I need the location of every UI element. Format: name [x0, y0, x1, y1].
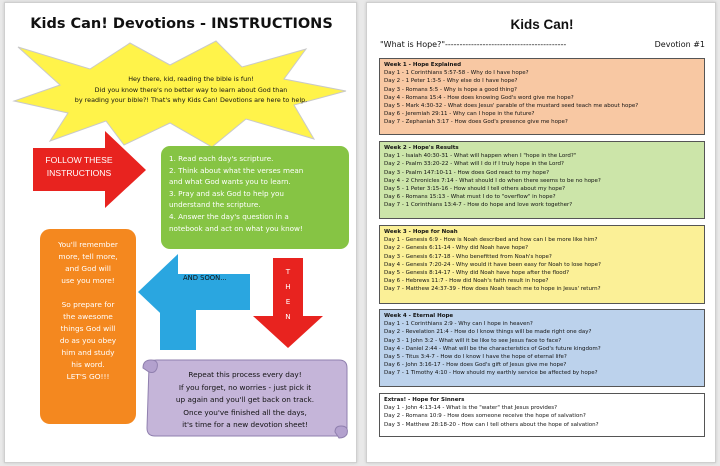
- follow-line: INSTRUCTIONS: [46, 168, 112, 178]
- step-line: notebook and act on what you know!: [169, 223, 303, 233]
- day-item: Day 3 - Psalm 147:10-11 - How does God react to my hope?: [384, 169, 550, 176]
- encouragement-para: [45, 299, 131, 383]
- day-item: Day 1 - 1 Corinthians 5:57-58 - Why do I have hope?: [384, 70, 529, 77]
- step-line: 2. Think about what the verses mean: [169, 165, 304, 175]
- enc-line: do as you obey: [59, 336, 117, 345]
- encouragement-box: [40, 229, 136, 424]
- day-item: Day 1 - John 4:13-14 - What is the "water" that Jesus provides?: [384, 405, 558, 412]
- page-title: Kids Can! Devotions - INSTRUCTIONS: [30, 16, 333, 32]
- day-item: Day 4 - Genesis 7:20-24 - Why would it have been easy for Noah to lose hope?: [384, 261, 601, 268]
- day-item: Day 5 - Titus 3:4-7 - How do I know I have the hope of eternal life?: [384, 354, 567, 361]
- step-line: 4. Answer the day's question in a: [169, 211, 289, 221]
- then-letter: H: [285, 282, 291, 291]
- day-item: Day 7 - 1 Timothy 4:10 - How should my earthly service be affected by hope?: [384, 370, 598, 377]
- day-item: Day 5 - Genesis 8:14-17 - Why did Noah have hope after the flood?: [384, 270, 570, 277]
- day-item: Day 7 - Zephaniah 3:17 - How does God's presence give me hope?: [384, 119, 568, 126]
- step-line: and what God wants you to learn.: [169, 177, 291, 187]
- day-item: Day 2 - Revelation 21:4 - How do I know things will be made right one day?: [384, 329, 592, 336]
- day-item: Day 3 - 1 John 3:2 - What will it be like to see Jesus face to face?: [384, 337, 562, 344]
- day-item: Day 6 - Romans 15:13 - What must I do to "overflow" in hope?: [384, 194, 556, 201]
- enc-line: his word.: [71, 360, 105, 369]
- day-item: Day 5 - 1 Peter 3:15-16 - How should I tell others about my hope?: [384, 186, 566, 193]
- day-item: Day 1 - Isaiah 40:30-31 - What will happen when I "hope in the Lord?": [384, 153, 577, 160]
- devotion-subtitle: [380, 40, 705, 49]
- enc-line: LET'S GO!!!: [66, 372, 110, 381]
- then-letter: E: [285, 297, 291, 306]
- day-item: Day 2 - Psalm 33:20-22 - What will I do if I truly hope in the Lord?: [384, 161, 564, 168]
- extras-title: Extras! - Hope for Sinners: [384, 397, 465, 403]
- day-item: Day 7 - Matthew 24:37-39 - How does Noah teach me to hope in Jesus' return?: [384, 286, 601, 293]
- day-item: Day 2 - Romans 10:9 - How does someone receive the hope of salvation?: [384, 413, 586, 420]
- then-letter: N: [285, 312, 291, 321]
- day-item: Day 4 - 2 Chronicles 7:14 - What should I do when there seems to be no hope?: [384, 177, 601, 184]
- day-item: Day 1 - 1 Corinthians 2:9 - Why can I hope in heaven?: [384, 321, 533, 328]
- and-soon-label: AND SOON...: [183, 274, 227, 282]
- repeat-line: up again and you'll get back on track.: [175, 395, 315, 405]
- step-line: 3. Pray and ask God to help you: [169, 188, 284, 198]
- enc-line: him and study: [61, 348, 115, 357]
- step-line: understand the scripture.: [169, 200, 261, 210]
- enc-line: and God will: [65, 264, 111, 273]
- then-letter: T: [285, 267, 291, 276]
- enc-line: the awesome: [63, 312, 113, 321]
- devotion-title: Kids Can!: [510, 17, 574, 32]
- extras-box: [379, 393, 705, 437]
- enc-line: So prepare for: [61, 300, 115, 309]
- day-item: Day 3 - Romans 5:5 - Why is hope a good thing?: [384, 86, 517, 93]
- day-item: Day 3 - Matthew 28:18-20 - How can I tell others about the hope of salvation?: [384, 421, 599, 428]
- follow-line: FOLLOW THESE: [45, 155, 113, 165]
- repeat-instructions: [157, 369, 333, 432]
- enc-line: You'll remember: [58, 240, 118, 249]
- encouragement-para: [45, 239, 131, 287]
- day-item: Day 7 - 1 Corinthians 13:4-7 - How do hope and love work together?: [384, 202, 573, 209]
- week-title: Week 3 - Hope for Noah: [384, 229, 458, 235]
- topic-label: "What is Hope?"------------------------------------------: [380, 40, 567, 49]
- day-item: Day 4 - Romans 15:4 - How does knowing God's word give me hope?: [384, 94, 574, 101]
- steps-box: [161, 146, 349, 249]
- day-item: Day 5 - Mark 4:30-32 - What does Jesus' parable of the mustard seed teach me about hope?: [384, 103, 639, 110]
- week-2-box: [379, 141, 705, 219]
- repeat-line: If you forget, no worries - just pick it: [178, 382, 312, 392]
- week-4-box: [379, 309, 705, 387]
- week-title: Week 4 - Eternal Hope: [384, 313, 454, 319]
- devotion-number: Devotion #1: [654, 40, 705, 49]
- step-line: 1. Read each day's scripture.: [169, 154, 274, 163]
- day-item: Day 6 - Hebrews 11:7 - How did Noah's faith result in hope?: [384, 278, 549, 285]
- enc-line: things God will: [60, 324, 116, 333]
- intro-line: Did you know there's no better way to learn about God than: [94, 85, 288, 94]
- day-item: Day 6 - John 3:16-17 - How does God's gift of Jesus give me hope?: [384, 362, 567, 369]
- day-item: Day 1 - Genesis 6:9 - How is Noah described and how can I be more like him?: [384, 237, 598, 244]
- day-item: Day 6 - Jeremiah 29:11 - Why can I hope in the future?: [384, 111, 535, 118]
- day-item: Day 3 - Genesis 6:17-18 - Who benefitted from Noah's hope?: [384, 253, 552, 260]
- repeat-line: Repeat this process every day!: [188, 370, 302, 379]
- week-1-box: [379, 58, 705, 135]
- week-title: Week 2 - Hope's Results: [384, 145, 459, 151]
- week-title: Week 1 - Hope Explained: [384, 62, 462, 68]
- scroll-curl-top: [143, 360, 157, 373]
- repeat-line: Once you've finished all the days,: [183, 407, 307, 417]
- devotion-page: [366, 2, 716, 463]
- intro-line: Hey there, kid, reading the bible is fun!: [128, 75, 254, 83]
- day-item: Day 4 - Daniel 2:44 - What will be the characteristics of God's future kingdom?: [384, 345, 601, 352]
- day-item: Day 2 - 1 Peter 1:3-5 - Why else do I have hope?: [384, 78, 518, 85]
- enc-line: more, tell more,: [58, 252, 118, 261]
- week-3-box: [379, 225, 705, 304]
- intro-line: by reading your bible?! That's why Kids Can! Devotions are here to help.: [74, 96, 308, 104]
- intro-text: [67, 74, 315, 106]
- instructions-page: [4, 2, 357, 463]
- repeat-line: it's time for a new devotion sheet!: [182, 420, 308, 430]
- return-arrow-icon: [138, 252, 253, 352]
- enc-line: use you more!: [61, 276, 115, 285]
- follow-instructions-label: [35, 154, 123, 180]
- day-item: Day 2 - Genesis 6:11-14 - Why did Noah have hope?: [384, 245, 529, 252]
